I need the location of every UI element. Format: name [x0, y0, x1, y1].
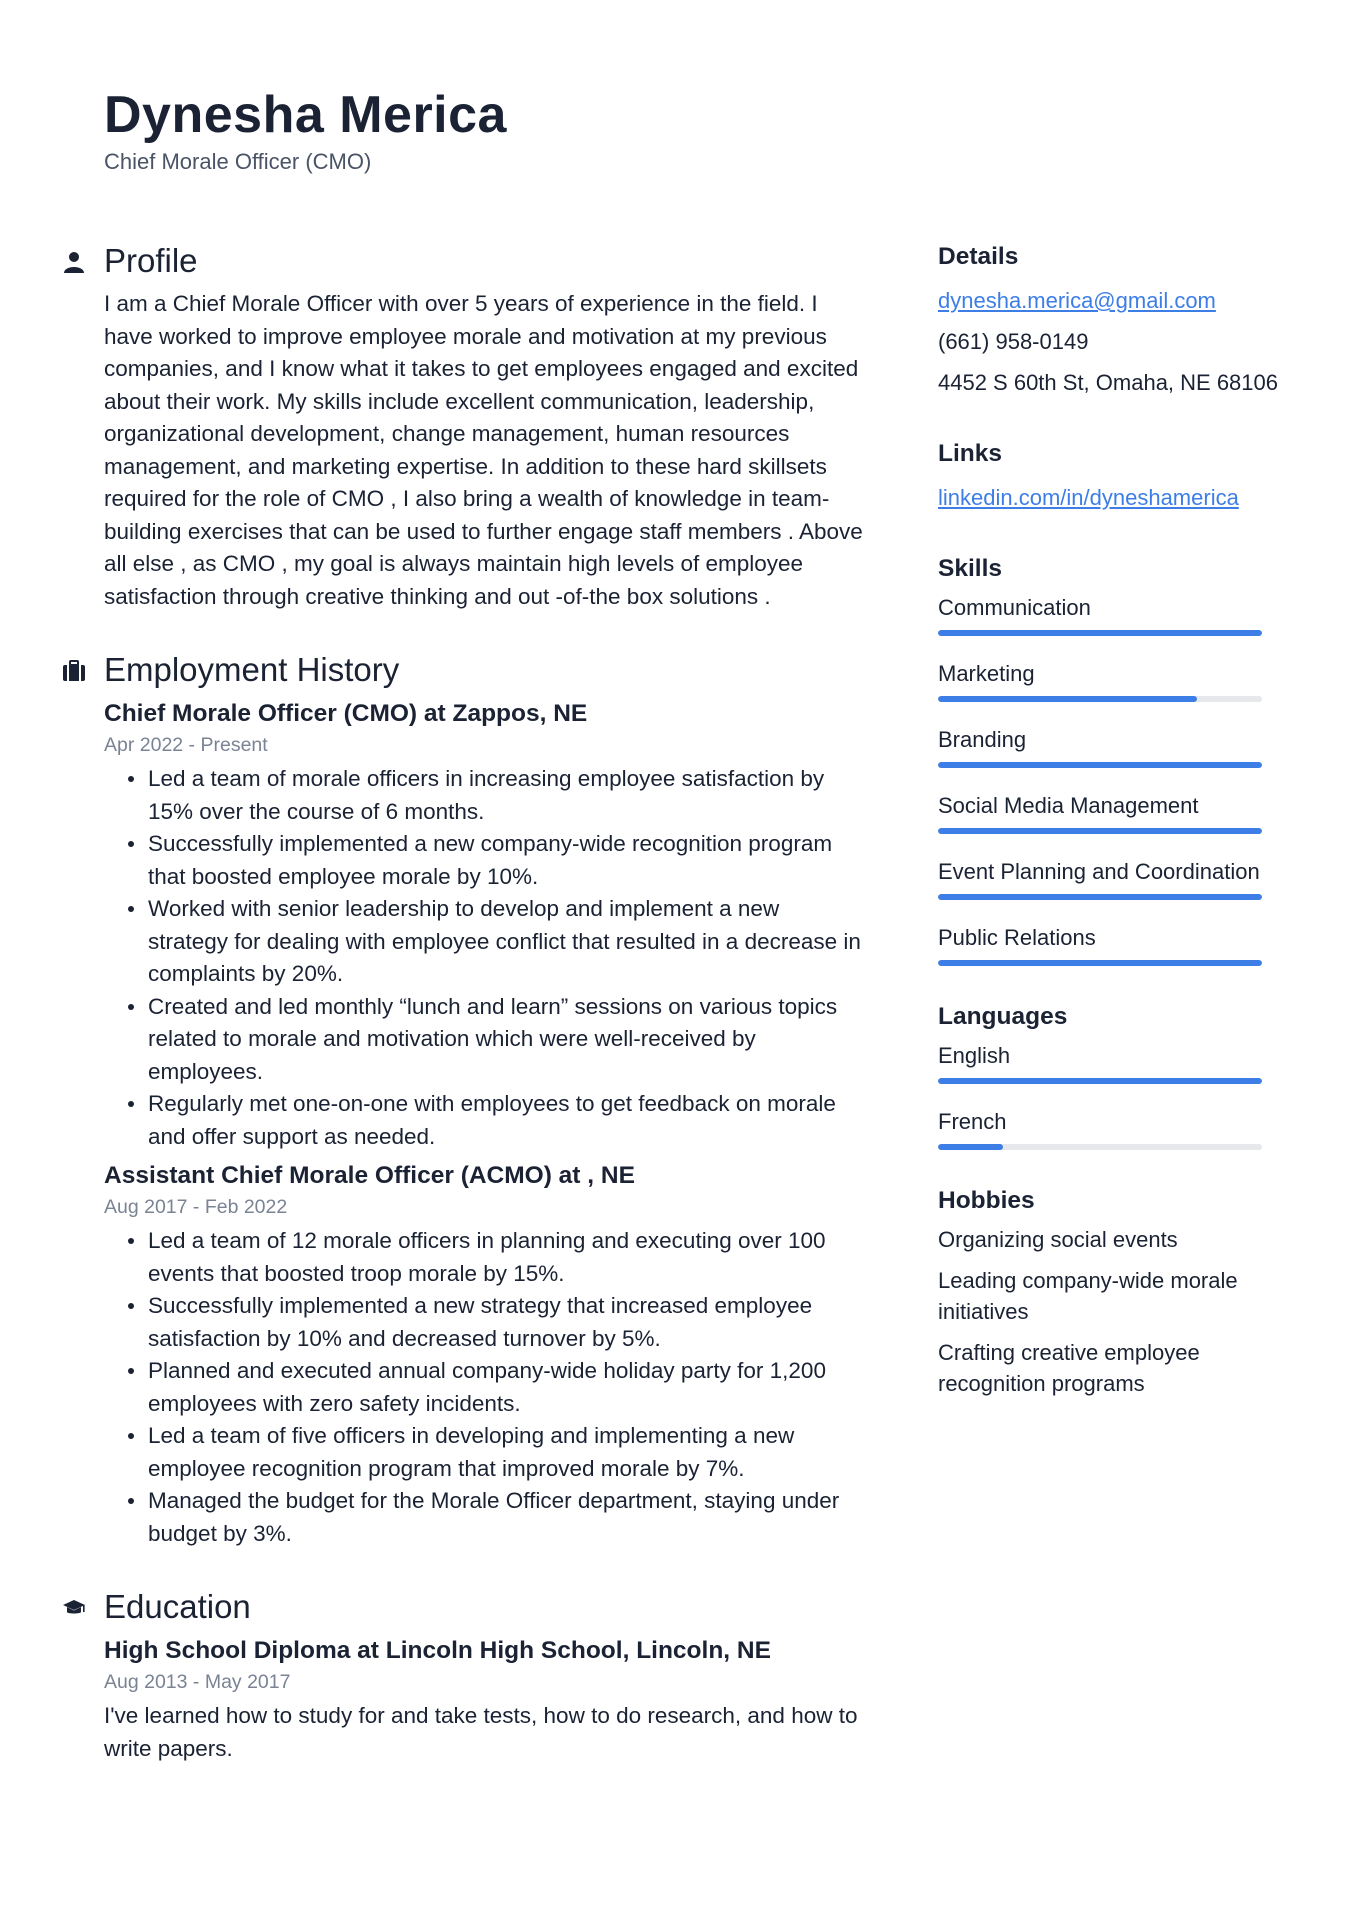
- job-bullets: [104, 763, 864, 1153]
- education-list: [104, 1634, 864, 1765]
- hobbies-block: [938, 1184, 1278, 1399]
- skill-level-fill: [938, 960, 1262, 966]
- main-column: [104, 240, 864, 1801]
- skill-name: Marketing: [938, 661, 1035, 686]
- skill-name: Social Media Management: [938, 793, 1199, 818]
- job-bullet: Created and led monthly “lunch and learn” sessions on various topics related to morale and motivation which were well-received by employees.: [148, 991, 864, 1089]
- job-dates: Apr 2022 - Present: [104, 734, 268, 756]
- briefcase-icon: [62, 659, 86, 683]
- skill-level-fill: [938, 828, 1262, 834]
- job-bullet: Managed the budget for the Morale Officer department, staying under budget by 3%.: [148, 1485, 864, 1550]
- skill-level-fill: [938, 630, 1262, 636]
- education-entry: [104, 1634, 864, 1765]
- education-section: [104, 1586, 864, 1765]
- skill-item: [938, 658, 1278, 702]
- job-bullet: Worked with senior leadership to develop and implement a new strategy for dealing with employee conflict that resulted in a decrease in complaints by 20%.: [148, 893, 864, 991]
- languages-list: [938, 1040, 1278, 1150]
- job-bullet: Planned and executed annual company-wide holiday party for 1,200 employees with zero safety incidents.: [148, 1355, 864, 1420]
- skill-item: [938, 922, 1278, 966]
- profile-section: [104, 240, 864, 613]
- language-item: [938, 1106, 1278, 1150]
- education-title: High School Diploma at Lincoln High School, Lincoln, NE: [104, 1637, 771, 1664]
- hobbies-list: [938, 1224, 1278, 1399]
- skill-name: Public Relations: [938, 925, 1096, 950]
- links-heading: Links: [938, 440, 1002, 467]
- job-bullet: Led a team of morale officers in increasing employee satisfaction by 15% over the course of 6 months.: [148, 763, 864, 828]
- education-dates: Aug 2013 - May 2017: [104, 1671, 291, 1693]
- language-level-bar: [938, 1144, 1262, 1150]
- job-entry: [104, 697, 864, 1153]
- skill-name: Event Planning and Coordination: [938, 859, 1260, 884]
- skill-level-fill: [938, 894, 1262, 900]
- graduation-cap-icon: [62, 1596, 86, 1620]
- skill-item: [938, 724, 1278, 768]
- email-link[interactable]: dynesha.merica@gmail.com: [938, 288, 1216, 313]
- skills-list: [938, 592, 1278, 966]
- employment-section: [104, 649, 864, 1550]
- hobbies-heading: Hobbies: [938, 1187, 1035, 1214]
- candidate-title: Chief Morale Officer (CMO): [104, 149, 372, 174]
- skill-level-bar: [938, 828, 1262, 834]
- resume-header: [104, 82, 507, 176]
- job-bullet: Successfully implemented a new strategy that increased employee satisfaction by 10% and decreased turnover by 5%.: [148, 1290, 864, 1355]
- skill-item: [938, 592, 1278, 636]
- education-heading: Education: [104, 1588, 251, 1625]
- hobby-item: Crafting creative employee recognition programs: [938, 1340, 1200, 1396]
- skill-level-bar: [938, 630, 1262, 636]
- skill-level-fill: [938, 762, 1262, 768]
- person-icon: [62, 250, 86, 274]
- skills-heading: Skills: [938, 555, 1003, 582]
- job-bullet: Led a team of five officers in developing and implementing a new employee recognition program that improved morale by 7%.: [148, 1420, 864, 1485]
- skill-level-fill: [938, 696, 1197, 702]
- skill-name: Branding: [938, 727, 1027, 752]
- side-column: [938, 240, 1278, 1433]
- language-level-fill: [938, 1144, 1003, 1150]
- skill-level-bar: [938, 894, 1262, 900]
- job-title: Assistant Chief Morale Officer (ACMO) at , NE: [104, 1162, 635, 1189]
- linkedin-link[interactable]: linkedin.com/in/dyneshamerica: [938, 485, 1239, 510]
- details-block: [938, 240, 1278, 403]
- language-level-bar: [938, 1078, 1262, 1084]
- phone-number: (661) 958-0149: [938, 329, 1089, 354]
- job-title: Chief Morale Officer (CMO) at Zappos, NE: [104, 700, 588, 727]
- profile-heading: Profile: [104, 242, 198, 279]
- languages-heading: Languages: [938, 1003, 1068, 1030]
- jobs-list: [104, 697, 864, 1550]
- job-bullet: Regularly met one-on-one with employees to get feedback on morale and offer support as needed.: [148, 1088, 864, 1153]
- language-name: English: [938, 1043, 1011, 1068]
- language-name: French: [938, 1109, 1007, 1134]
- skill-level-bar: [938, 762, 1262, 768]
- skill-item: [938, 790, 1278, 834]
- address: 4452 S 60th St, Omaha, NE 68106: [938, 370, 1279, 395]
- skill-level-bar: [938, 696, 1262, 702]
- profile-text: I am a Chief Morale Officer with over 5 years of experience in the field. I have worked to improve employee morale and motivation at my previous companies, and I know what it takes to get employees engaged and excited about their work. My skills include excellent communication, leadership, organizational development, change management, human resources management, and marketing expertise. In addition to these hard skillsets required for the role of CMO , I also bring a wealth of knowledge in team-building exercises that can be used to further engage staff members . Above all else , as CMO , my goal is always maintain high levels of employee satisfaction through creative thinking and out -of-the box solutions .: [104, 291, 863, 609]
- languages-block: [938, 1000, 1278, 1150]
- hobby-item: Leading company-wide morale initiatives: [938, 1268, 1238, 1324]
- skill-level-bar: [938, 960, 1262, 966]
- skills-block: [938, 552, 1278, 966]
- education-text: I've learned how to study for and take tests, how to do research, and how to write papers.: [104, 1703, 858, 1761]
- hobby-item: Organizing social events: [938, 1227, 1178, 1252]
- language-level-fill: [938, 1078, 1262, 1084]
- skill-name: Communication: [938, 595, 1091, 620]
- skill-item: [938, 856, 1278, 900]
- employment-heading: Employment History: [104, 651, 400, 688]
- job-bullet: Led a team of 12 morale officers in planning and executing over 100 events that boosted troop morale by 15%.: [148, 1225, 864, 1290]
- candidate-name: Dynesha Merica: [104, 86, 507, 144]
- links-block: [938, 437, 1278, 518]
- job-bullet: Successfully implemented a new company-wide recognition program that boosted employee morale by 10%.: [148, 828, 864, 893]
- job-dates: Aug 2017 - Feb 2022: [104, 1196, 288, 1218]
- language-item: [938, 1040, 1278, 1084]
- job-entry: [104, 1159, 864, 1550]
- job-bullets: [104, 1225, 864, 1550]
- details-heading: Details: [938, 243, 1019, 270]
